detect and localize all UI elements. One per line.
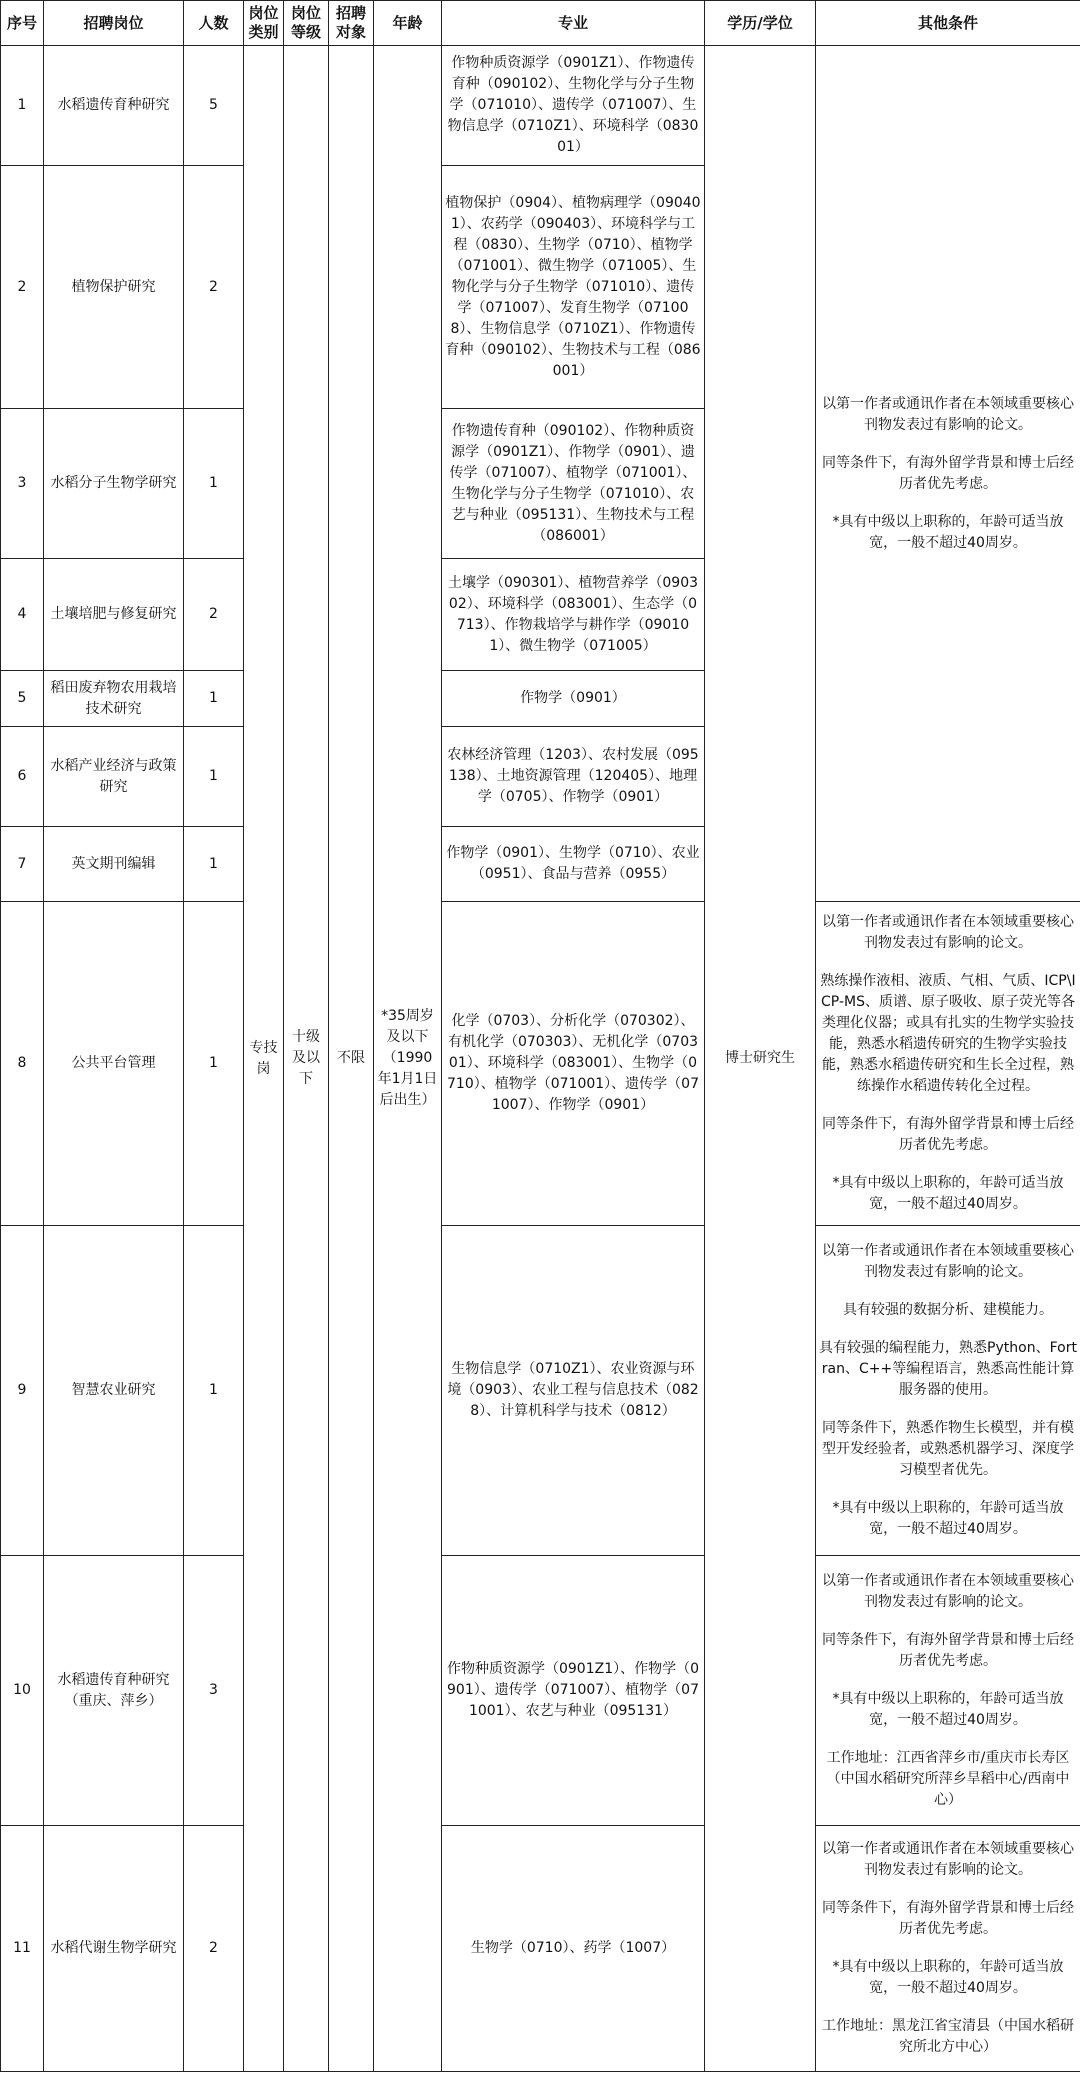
condition-text: 以第一作者或通讯作者在本领域重要核心刊物发表过有影响的论文。 <box>822 1572 1074 1610</box>
condition-text: 具有较强的编程能力，熟悉Python、Fortran、C++等编程语言，熟悉高性能计算服务器的使用。 <box>819 1340 1077 1398</box>
table-row <box>1 1556 1080 1826</box>
condition-text: *具有中级以上职称的，年龄可适当放宽，一般不超过40周岁。 <box>832 513 1064 551</box>
row-count: 1 <box>184 671 244 727</box>
table-row <box>1 1226 1080 1556</box>
row-major: 作物种质资源学（0901Z1）、作物学（0901）、遗传学（071007）、植物学（071001）、农艺与种业（095131） <box>442 1556 705 1826</box>
row-count: 1 <box>184 727 244 827</box>
condition-text: 以第一作者或通讯作者在本领域重要核心刊物发表过有影响的论文。 <box>822 1243 1074 1280</box>
row-seq: 2 <box>1 166 44 409</box>
header-post: 招聘岗位 <box>44 1 184 46</box>
table-row <box>1 902 1080 1226</box>
condition-text: 工作地址：江西省萍乡市/重庆市长寿区（中国水稻研究所萍乡旱稻中心/西南中心） <box>826 1749 1070 1808</box>
row-post: 公共平台管理 <box>44 902 184 1226</box>
row-major: 作物学（0901） <box>442 671 705 727</box>
condition-text: 工作地址：黑龙江省宝清县（中国水稻研究所北方中心） <box>822 2018 1074 2055</box>
condition-text: 同等条件下，有海外留学背景和博士后经历者优先考虑。 <box>822 1631 1074 1669</box>
row-major: 植物保护（0904）、植物病理学（090401）、农药学（090403）、环境科学与工程（0830）、生物学（0710）、植物学（071001）、微生物学（071005）、生物化学与分子生物学（071010）、遗传学（071007）、发育生物学（071008）、生物信息学（0710Z1）、作物遗传育种（090102）、生物技术与工程（086001） <box>442 166 705 409</box>
condition-text: 同等条件下，熟悉作物生长模型，并有模型开发经验者，或熟悉机器学习、深度学习模型者优先。 <box>822 1420 1074 1478</box>
post-grade-cell: 十级及以下 <box>284 46 329 2072</box>
row-major: 作物遗传育种（090102）、作物种质资源学（0901Z1）、作物学（0901）、遗传学（071007）、植物学（071001）、生物化学与分子生物学（071010）、农艺与种业（095131）、生物技术与工程（086001） <box>442 409 705 559</box>
row-post: 英文期刊编辑 <box>44 827 184 902</box>
header-type: 岗位类别 <box>244 1 284 46</box>
condition-text: *具有中级以上职称的，年龄可适当放宽，一般不超过40周岁。 <box>832 1959 1064 1996</box>
row-seq: 1 <box>1 46 44 166</box>
row-seq: 9 <box>1 1226 44 1556</box>
other-conditions-group1 <box>816 46 1080 902</box>
row-seq: 10 <box>1 1556 44 1826</box>
header-major: 专业 <box>442 1 705 46</box>
table-row <box>1 46 1080 166</box>
row-post: 水稻代谢生物学研究 <box>44 1826 184 2072</box>
other-conditions-row10 <box>816 1556 1080 1826</box>
condition-text: 同等条件下，有海外留学背景和博士后经历者优先考虑。 <box>822 454 1074 492</box>
header-row <box>1 1 1080 46</box>
row-count: 1 <box>184 1226 244 1556</box>
row-count: 1 <box>184 902 244 1226</box>
row-post: 稻田废弃物农用栽培技术研究 <box>44 671 184 727</box>
header-degree: 学历/学位 <box>705 1 816 46</box>
row-seq: 4 <box>1 559 44 671</box>
row-post: 水稻分子生物学研究 <box>44 409 184 559</box>
row-post: 水稻遗传育种研究（重庆、萍乡） <box>44 1556 184 1826</box>
row-major: 生物学（0710）、药学（1007） <box>442 1826 705 2072</box>
condition-text: 具有较强的数据分析、建模能力。 <box>843 1302 1053 1318</box>
row-count: 2 <box>184 1826 244 2072</box>
row-major: 作物学（0901）、生物学（0710）、农业（0951）、食品与营养（0955） <box>442 827 705 902</box>
condition-text: *具有中级以上职称的，年龄可适当放宽，一般不超过40周岁。 <box>832 1500 1064 1537</box>
condition-text: *具有中级以上职称的，年龄可适当放宽，一般不超过40周岁。 <box>832 1175 1064 1212</box>
age-cell: *35周岁及以下（1990年1月1日后出生） <box>374 46 442 2072</box>
condition-text: 同等条件下，有海外留学背景和博士后经历者优先考虑。 <box>822 1116 1074 1153</box>
row-post: 水稻遗传育种研究 <box>44 46 184 166</box>
other-conditions-row8 <box>816 902 1080 1226</box>
row-major: 作物种质资源学（0901Z1）、作物遗传育种（090102）、生物化学与分子生物学（071010）、遗传学（071007）、生物信息学（0710Z1）、环境科学（083001） <box>442 46 705 166</box>
row-count: 2 <box>184 166 244 409</box>
condition-text: 以第一作者或通讯作者在本领域重要核心刊物发表过有影响的论文。 <box>822 395 1074 433</box>
post-type-cell: 专技岗 <box>244 46 284 2072</box>
row-seq: 6 <box>1 727 44 827</box>
header-seq: 序号 <box>1 1 44 46</box>
row-count: 1 <box>184 827 244 902</box>
row-seq: 11 <box>1 1826 44 2072</box>
degree-cell: 博士研究生 <box>705 46 816 2072</box>
row-seq: 5 <box>1 671 44 727</box>
condition-text: 以第一作者或通讯作者在本领域重要核心刊物发表过有影响的论文。 <box>822 1841 1074 1878</box>
row-seq: 8 <box>1 902 44 1226</box>
condition-text: 以第一作者或通讯作者在本领域重要核心刊物发表过有影响的论文。 <box>822 914 1074 951</box>
condition-text: 同等条件下，有海外留学背景和博士后经历者优先考虑。 <box>822 1900 1074 1937</box>
header-target: 招聘对象 <box>329 1 374 46</box>
header-count: 人数 <box>184 1 244 46</box>
row-seq: 3 <box>1 409 44 559</box>
row-post: 植物保护研究 <box>44 166 184 409</box>
row-seq: 7 <box>1 827 44 902</box>
row-major: 化学（0703）、分析化学（070302）、有机化学（070303）、无机化学（070301）、环境科学（083001）、生物学（0710）、植物学（071001）、遗传学（071007）、作物学（0901） <box>442 902 705 1226</box>
condition-text: 熟练操作液相、液质、气相、气质、ICP\ICP-MS、质谱、原子吸收、原子荧光等各类理化仪器；或具有扎实的生物学实验技能，熟悉水稻遗传研究的生物学实验技能，熟悉水稻遗传研究和生长全过程，熟练操作水稻遗传转化全过程。 <box>820 973 1076 1094</box>
row-major: 生物信息学（0710Z1）、农业资源与环境（0903）、农业工程与信息技术（0828）、计算机科学与技术（0812） <box>442 1226 705 1556</box>
row-count: 1 <box>184 409 244 559</box>
header-grade: 岗位等级 <box>284 1 329 46</box>
row-major: 土壤学（090301）、植物营养学（090302）、环境科学（083001）、生态学（0713）、作物栽培学与耕作学（090101）、微生物学（071005） <box>442 559 705 671</box>
other-conditions-row9 <box>816 1226 1080 1556</box>
row-post: 水稻产业经济与政策研究 <box>44 727 184 827</box>
table-row <box>1 1826 1080 2072</box>
row-post: 土壤培肥与修复研究 <box>44 559 184 671</box>
condition-text: *具有中级以上职称的，年龄可适当放宽，一般不超过40周岁。 <box>832 1690 1064 1728</box>
recruit-target-cell: 不限 <box>329 46 374 2072</box>
row-major: 农林经济管理（1203）、农村发展（095138）、土地资源管理（120405）、地理学（0705）、作物学（0901） <box>442 727 705 827</box>
row-count: 3 <box>184 1556 244 1826</box>
row-post: 智慧农业研究 <box>44 1226 184 1556</box>
other-conditions-row11 <box>816 1826 1080 2072</box>
header-age: 年龄 <box>374 1 442 46</box>
row-count: 2 <box>184 559 244 671</box>
header-other: 其他条件 <box>816 1 1080 46</box>
row-count: 5 <box>184 46 244 166</box>
